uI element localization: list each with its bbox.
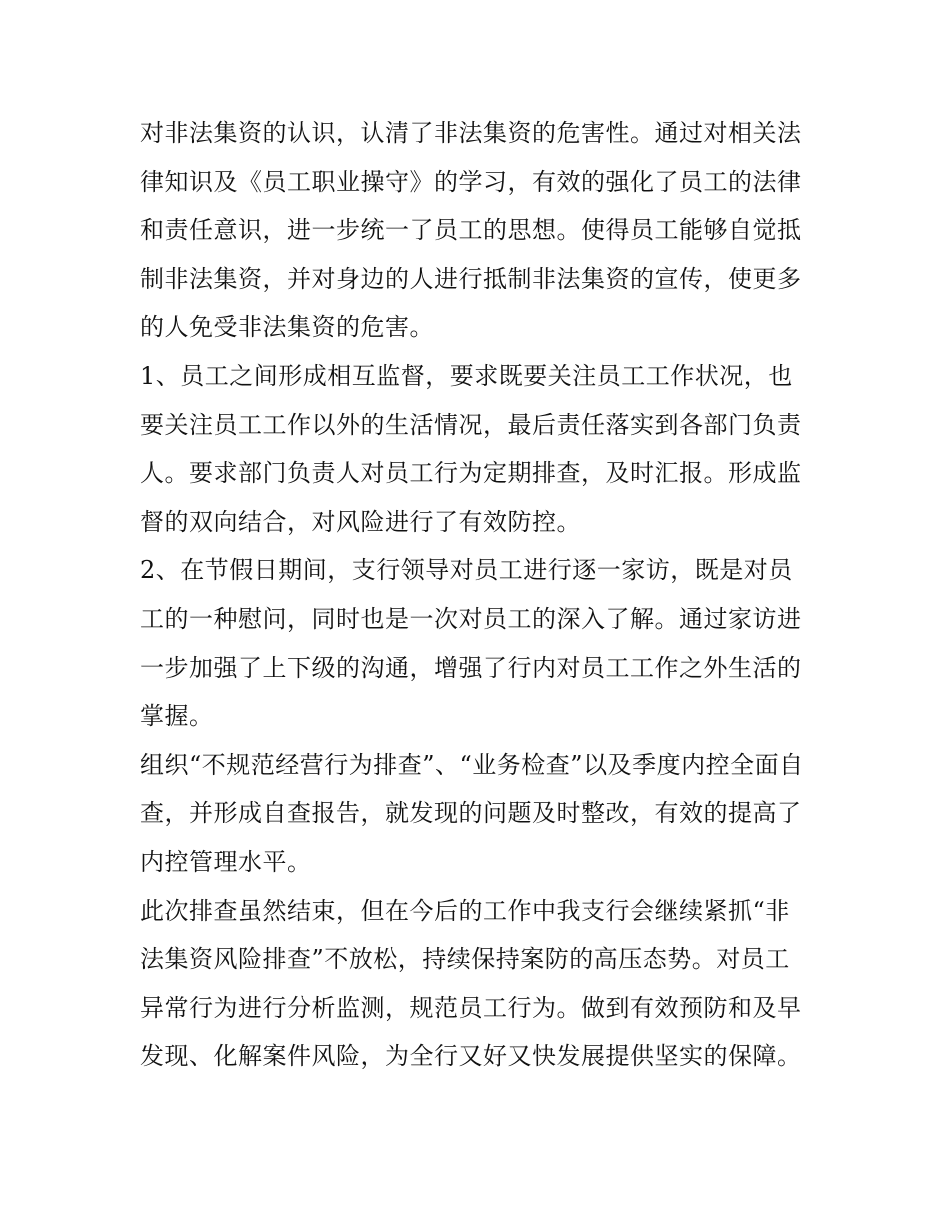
text-line: 1、员工之间形成相互监督，要求既要关注员工工作状况，也 — [140, 361, 793, 390]
paragraph-self-inspection — [140, 741, 820, 887]
text-line: 和责任意识，进一步统一了员工的思想。使得员工能够自觉抵 — [140, 216, 802, 245]
paragraph-item-1-mutual-supervision — [140, 352, 820, 546]
text-line: 律知识及《员工职业操守》的学习，有效的强化了员工的法律 — [140, 167, 802, 196]
text-line: 发现、化解案件风险，为全行又好又快发展提供坚实的保障。 — [140, 1042, 802, 1071]
paragraph-item-2-home-visits — [140, 546, 820, 740]
text-line: 内控管理水平。 — [140, 847, 312, 876]
text-line: 督的双向结合，对风险进行了有效防控。 — [140, 507, 581, 536]
text-line: 组织“不规范经营行为排查”、“业务检查”以及季度内控全面自 — [140, 750, 804, 779]
paragraph-awareness — [140, 109, 820, 352]
text-line: 掌握。 — [140, 702, 214, 731]
text-line: 2、在节假日期间，支行领导对员工进行逐一家访，既是对员 — [140, 556, 793, 585]
text-line: 一步加强了上下级的沟通，增强了行内对员工工作之外生活的 — [140, 653, 802, 682]
paragraph-conclusion — [140, 887, 820, 1081]
text-line: 工的一种慰问，同时也是一次对员工的深入了解。通过家访进 — [140, 604, 802, 633]
text-line: 人。要求部门负责人对员工行为定期排查，及时汇报。形成监 — [140, 459, 802, 488]
text-line: 制非法集资，并对身边的人进行抵制非法集资的宣传，使更多 — [140, 264, 802, 293]
text-line: 查，并形成自查报告，就发现的问题及时整改，有效的提高了 — [140, 799, 802, 828]
document-body — [140, 109, 820, 1081]
text-line: 此次排查虽然结束，但在今后的工作中我支行会继续紧抓“非 — [140, 896, 790, 925]
text-line: 的人免受非法集资的危害。 — [140, 313, 434, 342]
text-line: 对非法集资的认识，认清了非法集资的危害性。通过对相关法 — [140, 119, 802, 147]
text-line: 法集资风险排查”不放松，持续保持案防的高压态势。对员工 — [140, 945, 790, 974]
text-line: 要关注员工工作以外的生活情况，最后责任落实到各部门负责 — [140, 410, 802, 439]
text-line: 异常行为进行分析监测，规范员工行为。做到有效预防和及早 — [140, 993, 802, 1022]
